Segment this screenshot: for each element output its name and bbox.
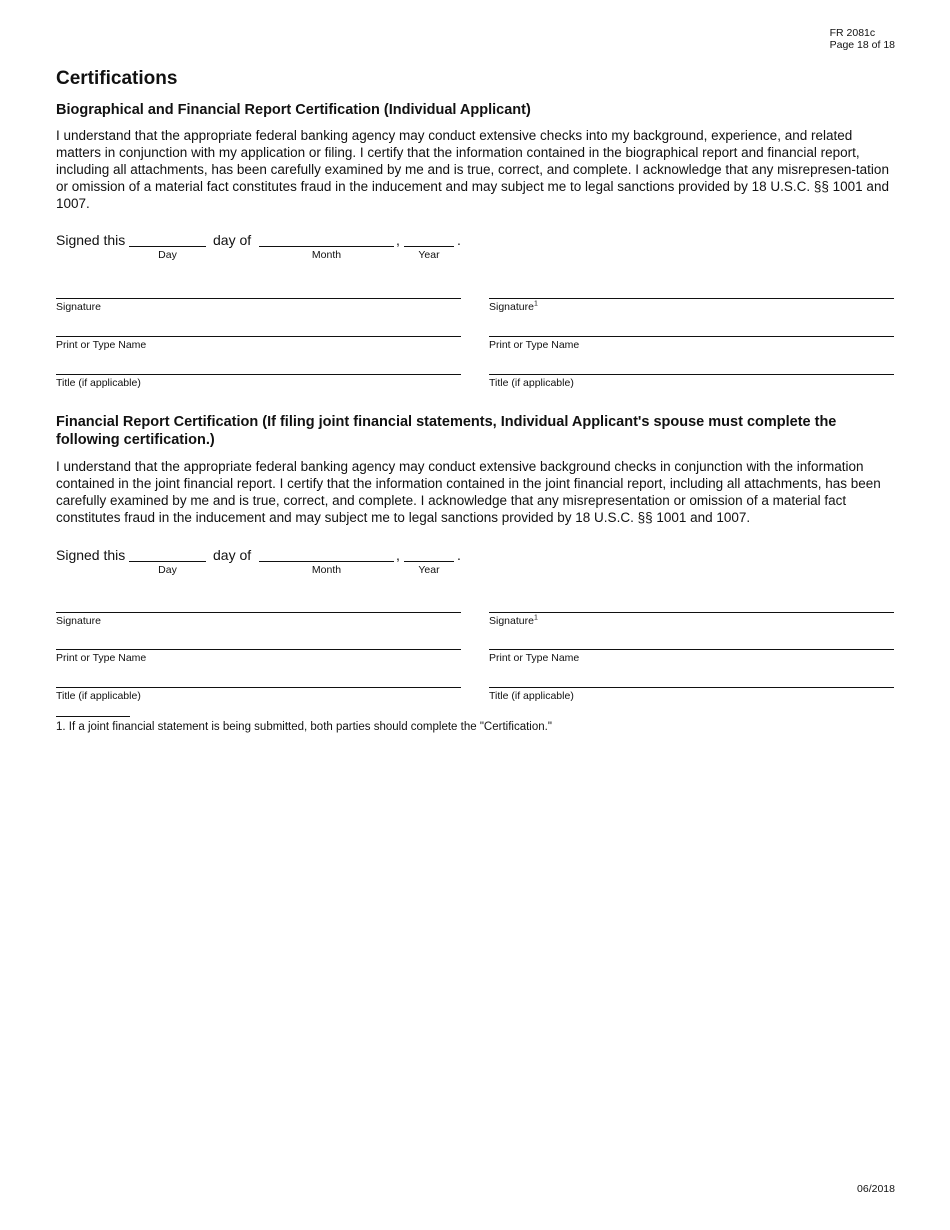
signature-line-left[interactable] xyxy=(56,298,461,299)
signature-line-left-2[interactable] xyxy=(56,612,461,613)
day-of-label: day of xyxy=(213,232,252,248)
signed-this-label: Signed this xyxy=(56,547,126,563)
print-name-label-right: Print or Type Name xyxy=(489,339,580,351)
year-blank[interactable] xyxy=(404,232,454,247)
comma: , xyxy=(396,547,400,563)
title-label-left-2: Title (if applicable) xyxy=(56,690,141,702)
section1-heading: Biographical and Financial Report Certification (Individual Applicant) xyxy=(56,102,531,118)
footnote-marker: 1 xyxy=(533,614,538,622)
period: . xyxy=(457,547,461,563)
section2-heading: Financial Report Certification (If filing joint financial statements, Individual Applicant's spouse must complete the following certification.) xyxy=(56,414,837,448)
period: . xyxy=(457,232,461,248)
signed-this-label: Signed this xyxy=(56,232,126,248)
print-name-label-right-2: Print or Type Name xyxy=(489,652,580,664)
year-caption: Year xyxy=(418,564,440,576)
print-name-line-left[interactable] xyxy=(56,336,461,337)
footnote-rule xyxy=(56,716,130,717)
title-line-right-2[interactable] xyxy=(489,687,894,688)
title-label-left: Title (if applicable) xyxy=(56,377,141,389)
day-blank[interactable] xyxy=(129,547,206,562)
comma: , xyxy=(396,232,400,248)
footnote: 1. If a joint financial statement is being submitted, both parties should complete the "Certification." xyxy=(56,721,552,733)
page-title: Certifications xyxy=(56,68,178,89)
print-name-label-left-2: Print or Type Name xyxy=(56,652,147,664)
day-blank[interactable] xyxy=(129,232,206,247)
form-id: FR 2081c xyxy=(829,27,876,39)
month-caption: Month xyxy=(311,564,342,576)
page-number: Page 18 of 18 xyxy=(829,39,895,51)
signature-label-left-2: Signature xyxy=(56,615,101,627)
title-line-left-2[interactable] xyxy=(56,687,461,688)
month-caption: Month xyxy=(311,249,342,261)
signature-line-right-2[interactable] xyxy=(489,612,894,613)
section2-text: I understand that the appropriate federal banking agency may conduct extensive background checks in conjunction with the information contained in the joint financial report. I certify that the information contained in the joint financial report, including all attachments, has been carefully examined by me and is true, correct, and complete. I acknowledge that any misrepresentation or omission of a material fact constitutes fraud in the inducement and may subject me to legal sanctions provided by 18 U.S.C. §§ 1001 and 1007. xyxy=(56,459,881,525)
footnote-marker: 1 xyxy=(533,300,538,308)
signature-label-right: Signature$^1$ xyxy=(489,300,538,313)
print-name-line-right[interactable] xyxy=(489,336,894,337)
title-label-right-2: Title (if applicable) xyxy=(489,690,574,702)
print-name-line-left-2[interactable] xyxy=(56,649,461,650)
signed-line-1 xyxy=(56,232,476,262)
day-caption: Day xyxy=(158,564,177,576)
title-line-right[interactable] xyxy=(489,374,894,375)
form-header xyxy=(830,27,895,51)
day-of-label: day of xyxy=(213,547,252,563)
month-blank[interactable] xyxy=(259,232,394,247)
print-name-line-right-2[interactable] xyxy=(489,649,894,650)
section1-text: I understand that the appropriate federal banking agency may conduct extensive checks into my background, experience, and related matters in conjunction with my application or filing. I certify that the information contained in the biographical report and financial report, including all attachments, has been carefully examined by me and is true, correct, and complete. I acknowledge that any misrepresen-tation or omission of a material fact constitutes fraud in the inducement and may subject me to legal sanctions provided by 18 U.S.C. §§ 1001 and 1007. xyxy=(56,128,889,211)
month-blank[interactable] xyxy=(259,547,394,562)
title-label-right: Title (if applicable) xyxy=(489,377,574,389)
signed-line-2 xyxy=(56,547,476,577)
year-blank[interactable] xyxy=(404,547,454,562)
title-line-left[interactable] xyxy=(56,374,461,375)
day-caption: Day xyxy=(158,249,177,261)
signature-line-right[interactable] xyxy=(489,298,894,299)
signature-label-left: Signature xyxy=(56,301,101,313)
signature-label-right-2: Signature$^1$ xyxy=(489,614,538,627)
year-caption: Year xyxy=(418,249,440,261)
revision-date: 06/2018 xyxy=(857,1183,895,1195)
print-name-label-left: Print or Type Name xyxy=(56,339,147,351)
